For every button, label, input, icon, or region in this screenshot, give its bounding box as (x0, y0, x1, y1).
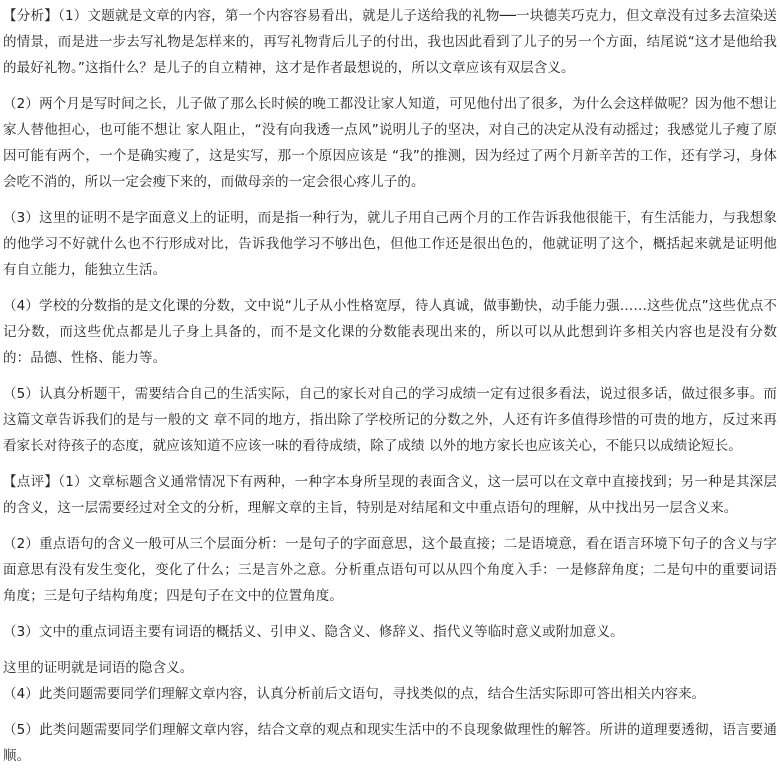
comment-p1-text: （1）文章标题含义通常情况下有两种，一种字本身所呈现的表面含义，这一层可以在文章中直接找到；另一种是其深层的含义，这一层需要经过对全文的分析，理解文章的主旨，特别是对结尾和文中重点语句的理解，从中找出另一层含义来。 (3, 474, 777, 516)
spacer (3, 645, 777, 655)
analysis-paragraph-5: （5）认真分析题干，需要结合自己的生活实际，自己的家长对自己的学习成绩一定有过很多看法，说过很多话，做过很多事。而这篇文章告诉我们的是与一般的文 章不同的地方，指出除了学校所记的分数之外，人还有许多值得珍惜的可贵的地方，反过来再看家长对待孩子的态度，就应该知道不应该一味的看待成绩，除了成绩 以外的地方家长也应该关心，不能只以成绩论短长。 (3, 386, 777, 454)
spacer (3, 521, 777, 531)
analysis-paragraph-3: （3）这里的证明不是字面意义上的证明，而是指一种行为，就儿子用自己两个月的工作告诉我他很能干，有生活能力，与我想象的他学习不好就什么也不行形成对比，告诉我他学习不够出色，但他工作还是很出色的，他就证明了这个，概括起来就是证明他有自立能力，能独立生活。 (3, 210, 777, 278)
solution-document (3, 3, 777, 769)
spacer (3, 707, 777, 717)
spacer (3, 195, 777, 205)
comment-paragraph-4: （4）此类问题需要同学们理解文章内容，认真分析前后文语句，寻找类似的点，结合生活实际即可答出相关内容来。 (3, 686, 706, 702)
spacer (3, 283, 777, 293)
comment-paragraph-3b: 这里的证明就是词语的隐含义。 (3, 660, 194, 676)
analysis-paragraph-1 (3, 3, 777, 81)
spacer (3, 81, 777, 91)
analysis-p1-text: （1）文题就是文章的内容，第一个内容容易看出，就是儿子送给我的礼物──一块德芙巧克力，但文章没有过多去渲染送的情景，而是进一步去写礼物是怎样来的，再写礼物背后儿子的付出，我也因此看到了儿子的另一个方面，结尾说“这才是他给我的最好礼物。”这指什么？是儿子的自立精神，这才是作者最想说的，所以文章应该有双层含义。 (3, 8, 777, 76)
spacer (3, 459, 777, 469)
spacer (3, 609, 777, 619)
comment-paragraph-3: （3）文中的重点词语主要有词语的概括义、引申义、隐含义、修辞义、指代义等临时意义或附加意义。 (3, 624, 624, 640)
comment-paragraph-5: （5）此类问题需要同学们理解文章内容，结合文章的观点和现实生活中的不良现象做理性的解答。所讲的道理要透彻，语言要通顺。 (3, 722, 777, 764)
comment-paragraph-2: （2）重点语句的含义一般可从三个层面分析：一是句子的字面意思，这个最直接；二是语境意，看在语言环境下句子的含义与字面意思有没有发生变化，变化了什么；三是言外之意。分析重点语句可以从四个角度入手：一是修辞角度；二是句中的重要词语角度；三是句子结构角度；四是句子在文中的位置角度。 (3, 536, 777, 604)
analysis-paragraph-2: （2）两个月是写时间之长，儿子做了那么长时候的晚工都没让家人知道，可见他付出了很多，为什么会这样做呢？因为他不想让家人替他担心，也可能不想让 家人阻止，“没有向我透一点风”说明儿子的坚决，对自己的决定从没有动摇过；我感觉儿子瘦了原因可能有两个，一个是确实瘦了，这是实写，那一个原因应该是 “我”的推测，因为经过了两个月新辛苦的工作，还有学习，身体会吃不消的，所以一定会瘦下来的，而做母亲的一定会很心疼儿子的。 (3, 96, 777, 190)
spacer (3, 371, 777, 381)
analysis-tag: 【分析】 (3, 8, 58, 24)
comment-tag: 【点评】 (3, 474, 59, 490)
comment-paragraph-1 (3, 469, 777, 521)
analysis-paragraph-4: （4）学校的分数指的是文化课的分数，文中说“儿子从小性格宽厚，待人真诚，做事勤快，动手能力强……这些优点”这些优点不记分数，而这些优点都是儿子身上具备的，而不是文化课的分数能表现出来的，所以可以从此想到许多相关内容也是没有分数的：品德、性格、能力等。 (3, 298, 777, 366)
